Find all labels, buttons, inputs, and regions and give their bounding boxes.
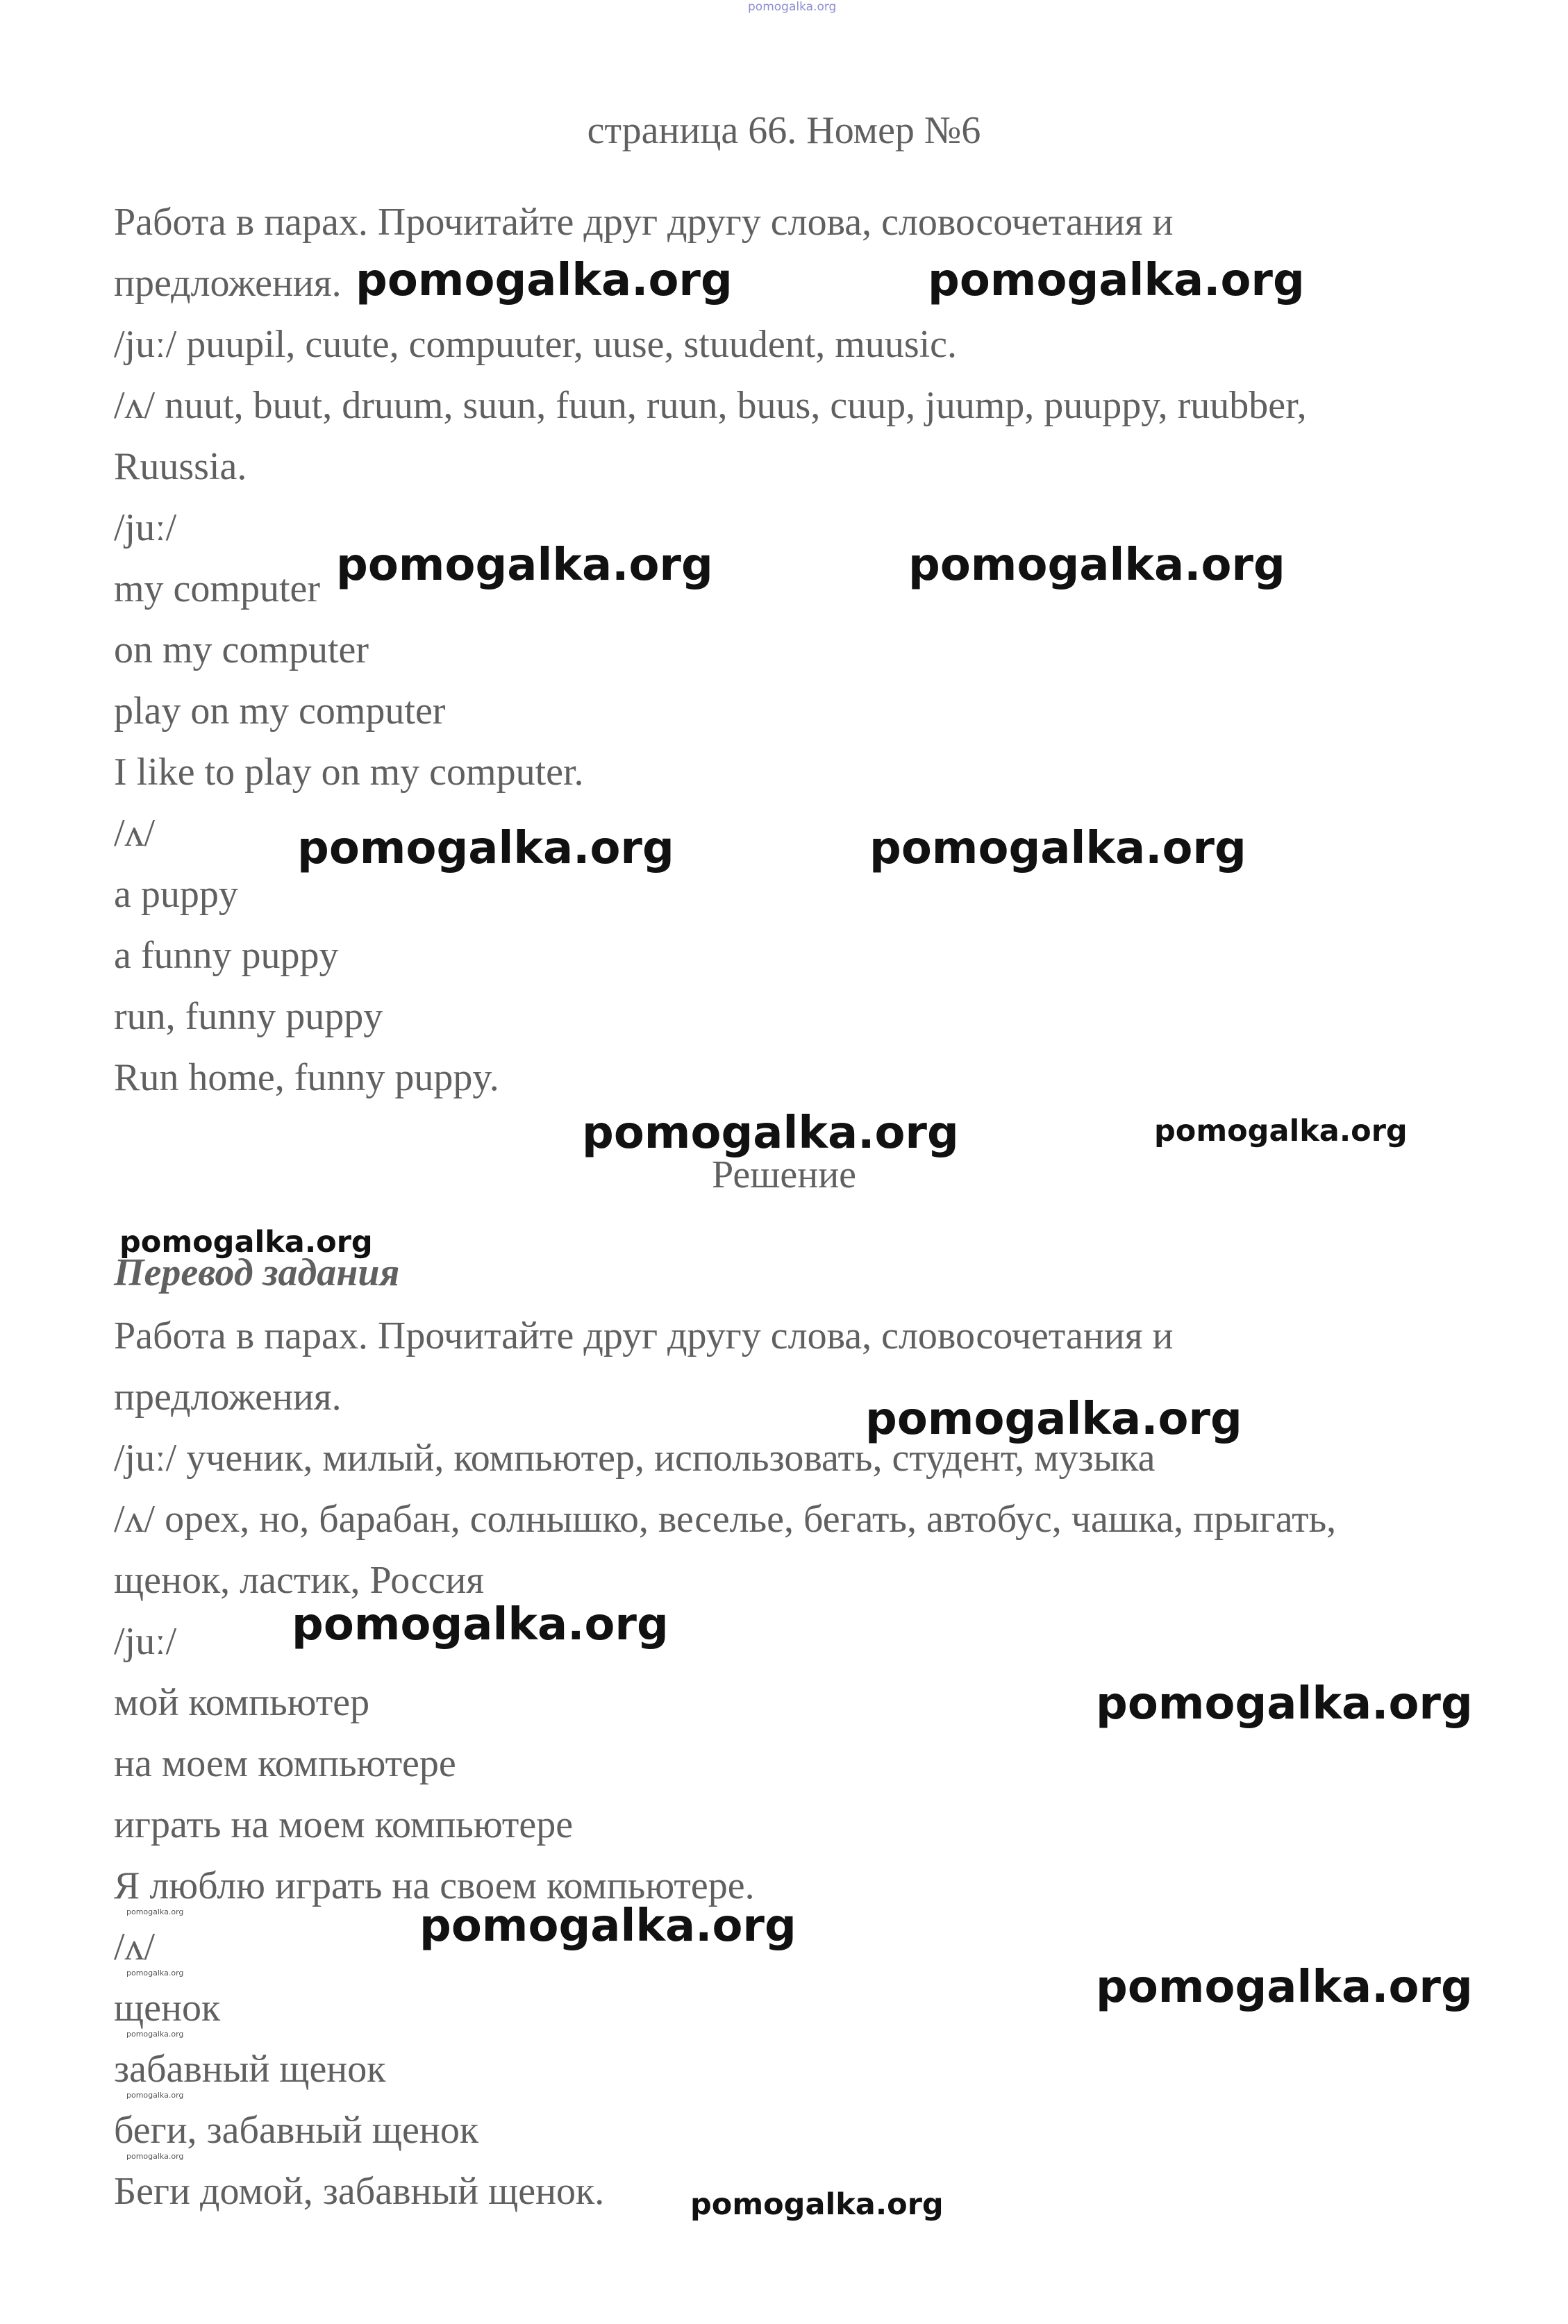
task-line-2: предложения. [114, 262, 342, 305]
task-a-words-1: /ʌ/ nuut, buut, druum, suun, fuun, ruun, buus, cuup, juump, puuppy, ruubber, [114, 384, 1307, 427]
watermark: pomogalka.org [582, 1107, 959, 1159]
translation-a-label: /ʌ/ [114, 1925, 156, 1968]
translation-a-line: щенок [114, 1987, 221, 2030]
task-a-line: run, funny puppy [114, 995, 383, 1038]
translation-a-words-2: щенок, ластик, Россия [114, 1559, 485, 1602]
watermark: pomogalka.org [928, 255, 1305, 306]
watermark: pomogalka.org [869, 823, 1246, 874]
watermark: pomogalka.org [292, 1599, 669, 1650]
watermark: pomogalka.org [119, 1225, 373, 1260]
watermark: pomogalka.org [356, 255, 733, 306]
task-ju-line: on my computer [114, 628, 369, 671]
watermark: pomogalka.org [908, 540, 1285, 591]
solution-heading: Решение [711, 1153, 857, 1196]
translation-a-line: Беги домой, забавный щенок. [114, 2170, 605, 2213]
watermark-tiny: pomogalka.org [126, 1907, 184, 1916]
watermark: pomogalka.org [419, 1900, 796, 1952]
task-ju-words: /juː/ puupil, cuute, compuuter, uuse, stuudent, muusic. [114, 323, 958, 366]
translation-ju-line: Я люблю играть на своем компьютере. [114, 1864, 755, 1907]
task-a-words-2: Ruussia. [114, 445, 247, 488]
translation-ju-line: мой компьютер [114, 1681, 370, 1724]
watermark-tiny: pomogalka.org [126, 1968, 184, 1978]
translation-ju-label: /juː/ [114, 1620, 177, 1663]
translation-ju-words: /juː/ ученик, милый, компьютер, использовать, студент, музыка [114, 1437, 1156, 1480]
translation-line-1: Работа в парах. Прочитайте друг другу слова, словосочетания и [114, 1314, 1174, 1357]
task-a-label: /ʌ/ [114, 812, 156, 855]
translation-ju-line: играть на моем компьютере [114, 1803, 574, 1846]
watermark: pomogalka.org [297, 823, 674, 874]
task-ju-line: I like to play on my computer. [114, 751, 584, 794]
translation-a-words-1: /ʌ/ орех, но, барабан, солнышко, веселье, бегать, автобус, чашка, прыгать, [114, 1498, 1337, 1541]
task-line-1: Работа в парах. Прочитайте друг другу слова, словосочетания и [114, 201, 1174, 244]
watermark: pomogalka.org [1096, 1678, 1473, 1730]
translation-line-2: предложения. [114, 1376, 342, 1419]
task-ju-label: /juː/ [114, 506, 177, 549]
translation-heading: Перевод задания [114, 1251, 400, 1294]
watermark-top: pomogalka.org [748, 0, 837, 14]
watermark: pomogalka.org [690, 2187, 944, 2222]
task-ju-line: my computer [114, 567, 321, 610]
watermark-tiny: pomogalka.org [126, 2152, 184, 2161]
translation-ju-line: на моем компьютере [114, 1742, 456, 1785]
task-a-line: Run home, funny puppy. [114, 1056, 499, 1099]
task-a-line: a puppy [114, 873, 238, 916]
translation-a-line: беги, забавный щенок [114, 2109, 479, 2152]
page-title: страница 66. Номер №6 [587, 109, 981, 152]
watermark: pomogalka.org [1096, 1962, 1473, 2013]
task-ju-line: play on my computer [114, 689, 446, 733]
watermark: pomogalka.org [1154, 1114, 1408, 1148]
watermark: pomogalka.org [865, 1394, 1242, 1445]
watermark-tiny: pomogalka.org [126, 2030, 184, 2039]
translation-a-line: забавный щенок [114, 2048, 386, 2091]
watermark-tiny: pomogalka.org [126, 2091, 184, 2100]
task-a-line: a funny puppy [114, 934, 339, 977]
watermark: pomogalka.org [336, 540, 713, 591]
